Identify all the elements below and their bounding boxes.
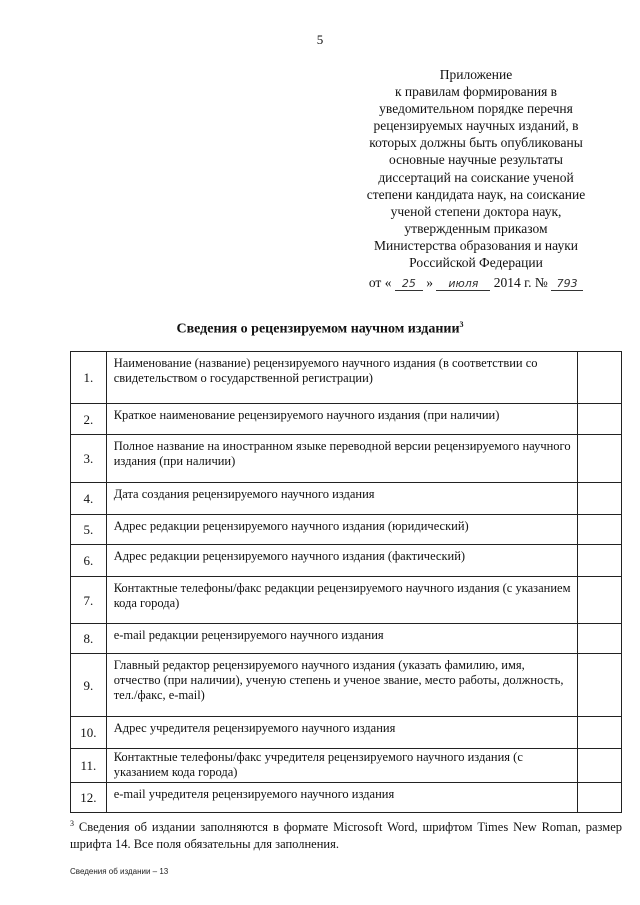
row-number: 2. bbox=[71, 404, 107, 435]
appendix-line: степени кандидата наук, на соискание bbox=[366, 186, 586, 202]
page-number: 5 bbox=[316, 32, 324, 47]
order-year: 2014 г. № bbox=[493, 275, 548, 291]
appendix-line: которых должны быть опубликованы bbox=[369, 135, 583, 151]
footnote-text: Сведения об издании заполняются в формате Microsoft Word, шрифтом Times New Roman, размер шрифта 14. Все поля обязательны для заполнения. bbox=[70, 820, 622, 852]
appendix-block bbox=[340, 66, 612, 291]
order-number-handwritten: 793 bbox=[551, 277, 583, 291]
answer-cell[interactable] bbox=[577, 749, 621, 783]
answer-cell[interactable] bbox=[577, 717, 621, 749]
row-label: Адрес редакции рецензируемого научного издания (фактический) bbox=[106, 545, 577, 577]
order-line bbox=[340, 274, 612, 291]
row-number: 11. bbox=[71, 749, 107, 783]
order-day-handwritten: 25 bbox=[395, 277, 423, 291]
row-label: Наименование (название) рецензируемого научного издания (в соответствии со свидетельством о государственной регистрации) bbox=[106, 352, 577, 404]
footnote-mark: 3 bbox=[70, 819, 74, 828]
table-row bbox=[71, 783, 622, 813]
appendix-line: Министерства образования и науки bbox=[373, 237, 579, 253]
row-number: 12. bbox=[71, 783, 107, 813]
table-row bbox=[71, 624, 622, 654]
title-text: Сведения о рецензируемом научном издании bbox=[176, 321, 460, 337]
row-label: Контактные телефоны/факс учредителя рецензируемого научного издания (с указанием кода города) bbox=[106, 749, 577, 783]
table-row bbox=[71, 352, 622, 404]
footnote bbox=[70, 815, 622, 853]
answer-cell[interactable] bbox=[577, 545, 621, 577]
title-footnote-mark: 3 bbox=[459, 320, 464, 329]
table-row bbox=[71, 717, 622, 749]
row-number: 5. bbox=[71, 515, 107, 545]
row-label: e-mail редакции рецензируемого научного издания bbox=[106, 624, 577, 654]
order-month-handwritten: июля bbox=[436, 277, 490, 291]
appendix-line: ученой степени доктора наук, bbox=[390, 203, 562, 219]
table-row bbox=[71, 483, 622, 515]
row-label: Краткое наименование рецензируемого научного издания (при наличии) bbox=[106, 404, 577, 435]
document-title bbox=[0, 320, 640, 338]
answer-cell[interactable] bbox=[577, 654, 621, 717]
appendix-line: утвержденным приказом bbox=[404, 220, 548, 236]
answer-cell[interactable] bbox=[577, 577, 621, 624]
answer-cell[interactable] bbox=[577, 624, 621, 654]
appendix-line: к правилам формирования в bbox=[394, 84, 558, 100]
table-row bbox=[71, 654, 622, 717]
answer-cell[interactable] bbox=[577, 515, 621, 545]
row-number: 1. bbox=[71, 352, 107, 404]
table-row bbox=[71, 577, 622, 624]
appendix-line: Приложение bbox=[439, 67, 513, 82]
row-label: Полное название на иностранном языке переводной версии рецензируемого научного издания (при наличии) bbox=[106, 435, 577, 483]
appendix-line: Российской Федерации bbox=[409, 255, 543, 271]
answer-cell[interactable] bbox=[577, 352, 621, 404]
table-row bbox=[71, 545, 622, 577]
row-number: 6. bbox=[71, 545, 107, 577]
row-number: 10. bbox=[71, 717, 107, 749]
row-label: e-mail учредителя рецензируемого научного издания bbox=[106, 783, 577, 813]
row-number: 4. bbox=[71, 483, 107, 515]
row-number: 8. bbox=[71, 624, 107, 654]
order-mid: » bbox=[426, 275, 433, 291]
answer-cell[interactable] bbox=[577, 435, 621, 483]
row-number: 9. bbox=[71, 654, 107, 717]
appendix-line: диссертаций на соискание ученой bbox=[378, 169, 574, 185]
row-label: Контактные телефоны/факс редакции рецензируемого научного издания (с указанием кода города) bbox=[106, 577, 577, 624]
row-label: Адрес учредителя рецензируемого научного издания bbox=[106, 717, 577, 749]
table-row bbox=[71, 749, 622, 783]
table-row bbox=[71, 404, 622, 435]
appendix-line: уведомительном порядке перечня bbox=[379, 101, 573, 117]
info-table bbox=[70, 351, 622, 813]
row-number: 7. bbox=[71, 577, 107, 624]
row-label: Главный редактор рецензируемого научного издания (указать фамилию, имя, отчество (при наличии), ученую степень и ученое звание, место работы, должность, тел./факс, e-mail) bbox=[106, 654, 577, 717]
footnote-divider bbox=[70, 812, 215, 813]
table-row bbox=[71, 435, 622, 483]
answer-cell[interactable] bbox=[577, 404, 621, 435]
row-label: Дата создания рецензируемого научного издания bbox=[106, 483, 577, 515]
appendix-line: рецензируемых научных изданий, в bbox=[373, 118, 579, 134]
answer-cell[interactable] bbox=[577, 783, 621, 813]
order-prefix: от « bbox=[368, 275, 392, 291]
answer-cell[interactable] bbox=[577, 483, 621, 515]
row-label: Адрес редакции рецензируемого научного издания (юридический) bbox=[106, 515, 577, 545]
page-footer: Сведения об издании – 13 bbox=[70, 867, 169, 876]
table-row bbox=[71, 515, 622, 545]
row-number: 3. bbox=[71, 435, 107, 483]
appendix-line: основные научные результаты bbox=[389, 152, 563, 168]
